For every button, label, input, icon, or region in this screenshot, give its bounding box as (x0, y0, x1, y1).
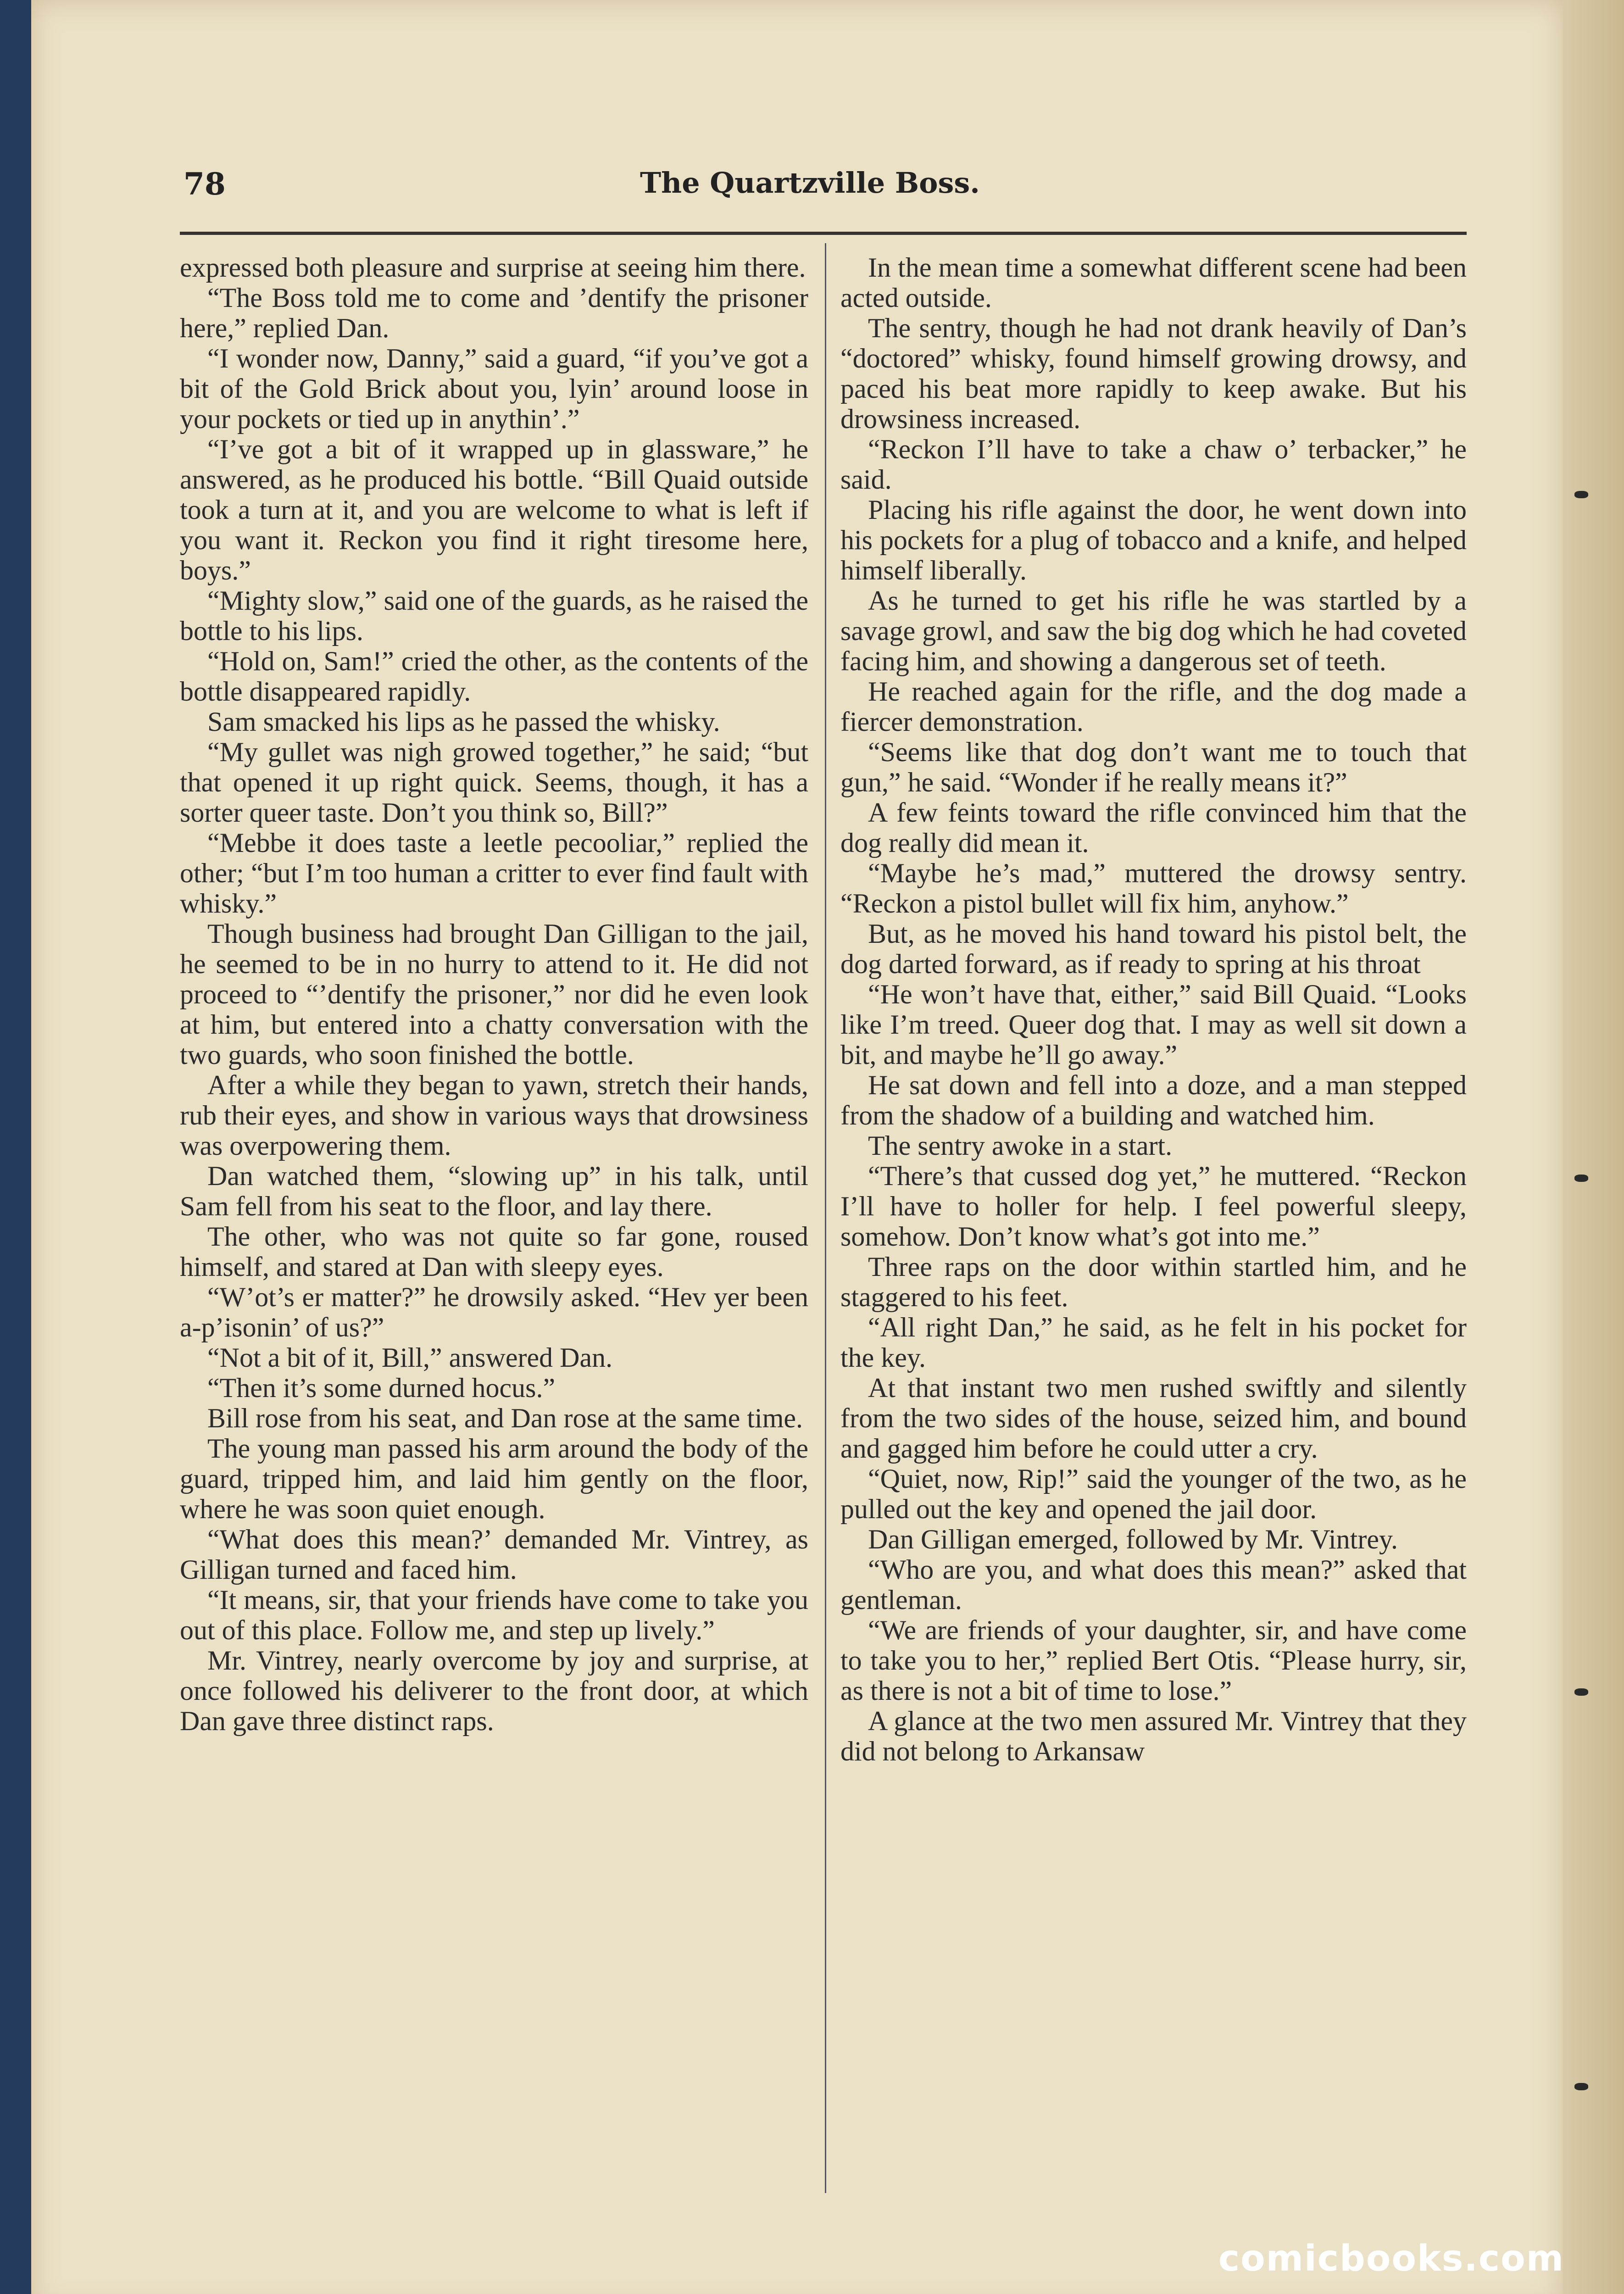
paragraph: As he turned to get his rifle he was startled by a savage growl, and saw the big dog which he had coveted facing him, and showing a dangerous set of teeth. (840, 585, 1467, 676)
paragraph: “Mebbe it does taste a leetle pecooliar,” replied the other; “but I’m too human a critter to ever find fault with whisky.” (180, 828, 808, 919)
paragraph: “What does this mean?’ demanded Mr. Vintrey, as Gilligan turned and faced him. (180, 1524, 808, 1585)
binding-staple (1574, 1175, 1588, 1182)
adjacent-page-edge (1563, 0, 1624, 2294)
paragraph: The sentry awoke in a start. (868, 1130, 1173, 1161)
paragraph: The young man passed his arm around the body of the guard, tripped him, and laid him gently on the floor, where he was soon quiet enough. (180, 1433, 808, 1524)
paragraph: He reached again for the rifle, and the dog made a fiercer demonstration. (840, 676, 1467, 737)
binding-staple (1574, 491, 1588, 498)
paragraph: He sat down and fell into a doze, and a man stepped from the shadow of a building and watched him. (840, 1070, 1467, 1130)
paragraph: “Mighty slow,” said one of the guards, as he raised the bottle to his lips. (180, 585, 808, 646)
right-column (840, 252, 1467, 1766)
paragraph: “All right Dan,” he said, as he felt in his pocket for the key. (840, 1312, 1467, 1373)
paragraph: “W’ot’s er matter?” he drowsily asked. “Hev yer been a-p’isonin’ of us?” (180, 1282, 808, 1342)
paragraph: “Who are you, and what does this mean?” asked that gentleman. (840, 1554, 1467, 1615)
paragraph: “It means, sir, that your friends have come to take you out of this place. Follow me, and step up lively.” (180, 1585, 808, 1645)
paragraph: “My gullet was nigh growed together,” he said; “but that opened it up right quick. Seems, though, it has a sorter queer taste. Don’t you think so, Bill?” (180, 737, 808, 828)
paragraph: “Quiet, now, Rip!” said the younger of the two, as he pulled out the key and opened the jail door. (840, 1464, 1467, 1524)
paragraph: Though business had brought Dan Gilligan to the jail, he seemed to be in no hurry to attend to it. He did not proceed to “’dentify the prisoner,” nor did he even look at him, but entered into a chatty conversation with the two guards, who soon finished the bottle. (180, 919, 808, 1070)
paragraph: “We are friends of your daughter, sir, and have come to take you to her,” replied Bert Otis. “Please hurry, sir, as there is not a bit of time to lose.” (840, 1615, 1467, 1706)
paragraph: At that instant two men rushed swiftly and silently from the two sides of the house, seized him, and bound and gagged him before he could utter a cry. (840, 1373, 1467, 1464)
header-rule (180, 232, 1467, 235)
paragraph: Mr. Vintrey, nearly overcome by joy and surprise, at once followed his deliverer to the front door, at which Dan gave three distinct raps. (180, 1645, 808, 1736)
paragraph: “The Boss told me to come and ’dentify the prisoner here,” replied Dan. (180, 283, 808, 343)
paragraph: “I’ve got a bit of it wrapped up in glassware,” he answered, as he produced his bottle. “Bill Quaid outside took a turn at it, and you are welcome to what is left if you want it. Reckon you find it right tiresome here, boys.” (180, 434, 808, 585)
binding-staple (1574, 1688, 1588, 1696)
paragraph: A few feints toward the rifle convinced him that the dog really did mean it. (840, 797, 1467, 858)
paragraph: The other, who was not quite so far gone, roused himself, and stared at Dan with sleepy eyes. (180, 1221, 808, 1282)
paragraph: “Maybe he’s mad,” muttered the drowsy sentry. “Reckon a pistol bullet will fix him, anyhow.” (840, 858, 1467, 919)
paragraph: Sam smacked his lips as he passed the whisky. (207, 707, 720, 737)
paragraph: A glance at the two men assured Mr. Vintrey that they did not belong to Arkansaw (840, 1706, 1467, 1766)
paragraph: expressed both pleasure and surprise at seeing him there. (180, 252, 806, 283)
paragraph: “There’s that cussed dog yet,” he muttered. “Reckon I’ll have to holler for help. I feel powerful sleepy, somehow. Don’t know what’s got into me.” (840, 1161, 1467, 1252)
paragraph: “Hold on, Sam!” cried the other, as the contents of the bottle disappeared rapidly. (180, 646, 808, 707)
left-column (180, 252, 808, 1736)
paragraph: Bill rose from his seat, and Dan rose at the same time. (207, 1403, 803, 1433)
paragraph: “Then it’s some durned hocus.” (207, 1373, 556, 1403)
paragraph: “I wonder now, Danny,” said a guard, “if you’ve got a bit of the Gold Brick about you, lyin’ around loose in your pockets or tied up in anythin’.” (180, 343, 808, 434)
paragraph: But, as he moved his hand toward his pistol belt, the dog darted forward, as if ready to spring at his throat (840, 919, 1467, 979)
paragraph: “Reckon I’ll have to take a chaw o’ terbacker,” he said. (840, 434, 1467, 495)
page-number: 78 (184, 166, 226, 202)
paragraph: Dan Gilligan emerged, followed by Mr. Vintrey. (868, 1524, 1398, 1554)
paragraph: The sentry, though he had not drank heavily of Dan’s “doctored” whisky, found himself growing drowsy, and paced his beat more rapidly to keep awake. But his drowsiness increased. (840, 313, 1467, 434)
paragraph: “He won’t have that, either,” said Bill Quaid. “Looks like I’m treed. Queer dog that. I may as well sit down a bit, and maybe he’ll go away.” (840, 979, 1467, 1070)
paragraph: “Not a bit of it, Bill,” answered Dan. (207, 1342, 613, 1373)
binding-staple (1574, 2083, 1588, 2090)
column-divider (825, 243, 826, 2193)
paragraph: Three raps on the door within startled him, and he staggered to his feet. (840, 1252, 1467, 1312)
paragraph: Dan watched them, “slowing up” in his talk, until Sam fell from his seat to the floor, and lay there. (180, 1161, 808, 1221)
site-watermark: comicbooks.com (1218, 2238, 1564, 2279)
page-title: The Quartzville Boss. (640, 166, 980, 200)
paragraph: In the mean time a somewhat different scene had been acted outside. (840, 252, 1467, 313)
paragraph: Placing his rifle against the door, he went down into his pockets for a plug of tobacco and a knife, and helped himself liberally. (840, 495, 1467, 585)
paragraph: “Seems like that dog don’t want me to touch that gun,” he said. “Wonder if he really means it?” (840, 737, 1467, 797)
paragraph: After a while they began to yawn, stretch their hands, rub their eyes, and show in various ways that drowsiness was overpowering them. (180, 1070, 808, 1161)
